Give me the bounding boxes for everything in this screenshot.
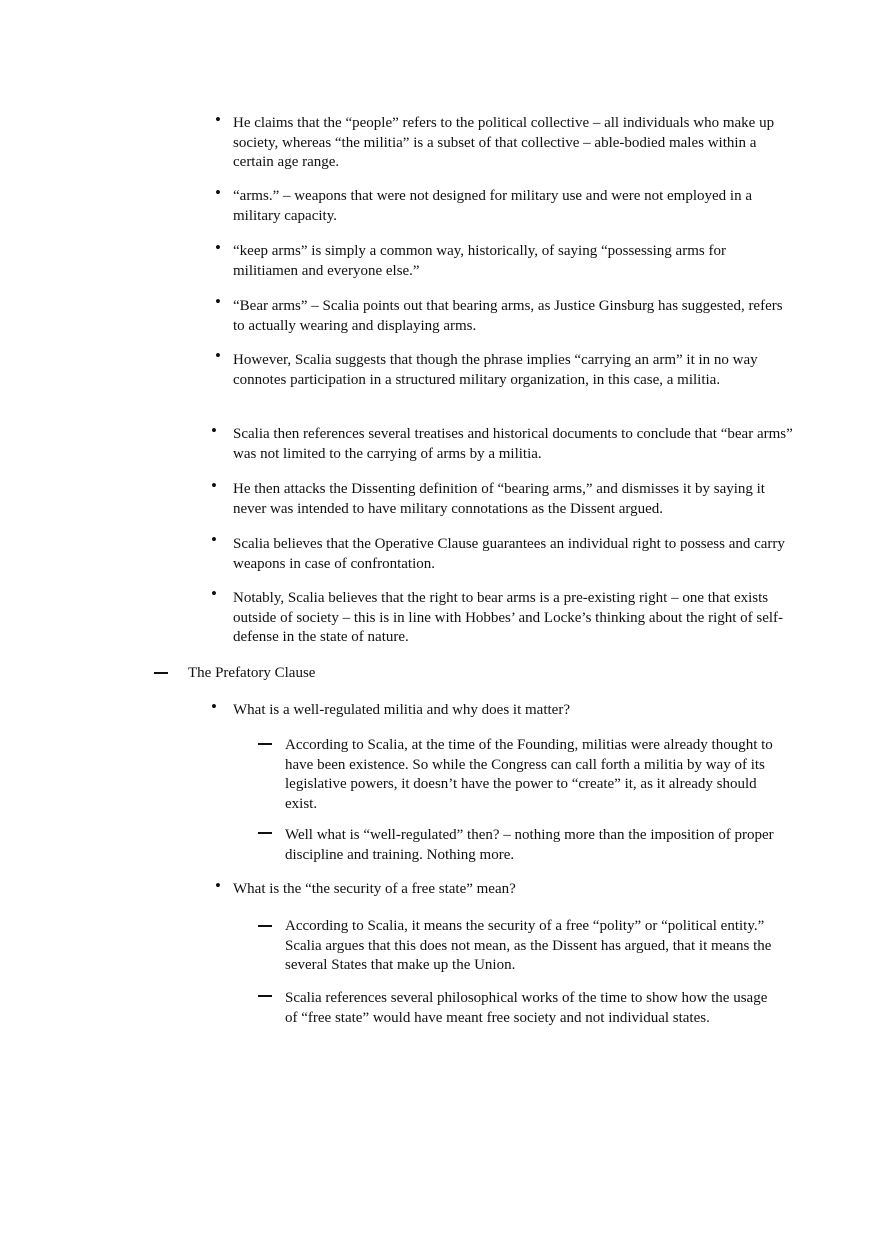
dash-icon: [154, 672, 168, 674]
sub-point-text: According to Scalia, at the time of the Founding, militias were already thought to have been existence. So while the Congress can call forth a militia by way of its legislative powers, it doesn’t have the power to “create” it, as it already should exist.: [285, 737, 773, 812]
bullet-text: He claims that the “people” refers to the political collective – all individuals who make up society, whereas “the militia” is a subset of that collective – able-bodied males within a certain age range.: [233, 115, 775, 170]
bullet-icon: •: [211, 697, 217, 716]
dash-icon: [258, 743, 272, 745]
bullet-text: “arms.” – weapons that were not designed for military use and were not employed in a military capacity.: [233, 188, 753, 224]
sub-point-text: Scalia references several philosophical works of the time to show how the usage of “free state” would have meant free society and not individual states.: [285, 990, 768, 1026]
bullet-icon: •: [215, 110, 221, 129]
bullet-text: “keep arms” is simply a common way, historically, of saying “possessing arms for militiamen and everyone else.”: [233, 243, 726, 279]
subsection-question: What is the “the security of a free state” mean?: [233, 881, 516, 897]
sub-point-text: Well what is “well-regulated” then? – nothing more than the imposition of proper discipline and training. Nothing more.: [285, 827, 774, 863]
bullet-icon: •: [211, 421, 217, 440]
bullet-icon: •: [215, 238, 221, 257]
bullet-icon: •: [211, 584, 217, 603]
bullet-text: “Bear arms” – Scalia points out that bearing arms, as Justice Ginsburg has suggested, refers to actually wearing and displaying arms.: [233, 298, 783, 334]
bullet-text: He then attacks the Dissenting definition of “bearing arms,” and dismisses it by saying it never was intended to have military connotations as the Dissent argued.: [233, 481, 765, 517]
dash-icon: [258, 995, 272, 997]
bullet-text: Notably, Scalia believes that the right to bear arms is a pre-existing right – one that exists outside of society – this is in line with Hobbes’ and Locke’s thinking about the right of self-defense in the state of nature.: [233, 590, 784, 645]
bullet-icon: •: [215, 876, 221, 895]
bullet-icon: •: [211, 530, 217, 549]
bullet-text: Scalia believes that the Operative Clause guarantees an individual right to possess and carry weapons in case of confrontation.: [233, 536, 785, 572]
bullet-icon: •: [215, 292, 221, 311]
subsection-question: What is a well-regulated militia and why does it matter?: [233, 702, 570, 718]
bullet-text: Scalia then references several treatises and historical documents to conclude that “bear arms” was not limited to the carrying of arms by a militia.: [233, 426, 793, 462]
bullet-icon: •: [215, 346, 221, 365]
bullet-text: However, Scalia suggests that though the phrase implies “carrying an arm” it in no way connotes participation in a structured military organization, in this case, a militia.: [233, 352, 758, 388]
sub-point-text: According to Scalia, it means the security of a free “polity” or “political entity.” Scalia argues that this does not mean, as the Dissent has argued, that it means the several States that make up the Union.: [285, 918, 772, 973]
section-heading: The Prefatory Clause: [188, 665, 316, 681]
dash-icon: [258, 832, 272, 834]
bullet-icon: •: [211, 476, 217, 495]
bullet-icon: •: [215, 183, 221, 202]
dash-icon: [258, 925, 272, 927]
